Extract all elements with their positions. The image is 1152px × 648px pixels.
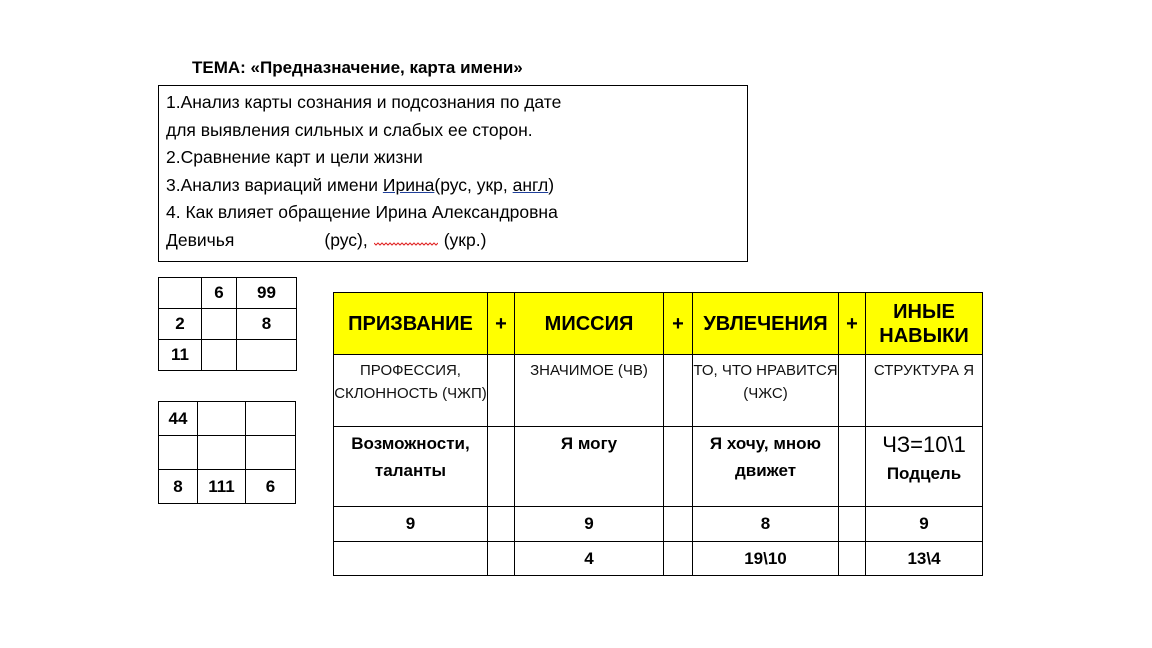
grid-cell: 99: [237, 278, 297, 309]
spellcheck-squiggle-icon: [374, 239, 438, 247]
desc-cell: [488, 355, 515, 427]
header-row: [334, 293, 983, 355]
score-cell: 9: [515, 507, 664, 542]
ability-cell: Возможности, таланты: [334, 427, 488, 507]
score-cell: [664, 507, 693, 542]
task-line-4-end: ): [548, 174, 555, 195]
grid-cell: 111: [198, 470, 246, 504]
task-line-5: 4. Как влияет обращение Ирина Александровна: [166, 202, 558, 222]
score-cell: [488, 542, 515, 576]
ability-cell: [488, 427, 515, 507]
formula-text: ЧЗ=10\1: [882, 432, 966, 457]
score-cell: 19\10: [693, 542, 839, 576]
header-missiya: МИССИЯ: [515, 293, 664, 355]
score-cell: 9: [866, 507, 983, 542]
task-line-4-suffix: (рус, укр,: [434, 174, 513, 195]
purpose-table: [333, 292, 983, 576]
description-row: [334, 355, 983, 427]
grid-cell: 6: [202, 278, 237, 309]
grid-cell: [202, 340, 237, 371]
ability-cell: Я хочу, мною движет: [693, 427, 839, 507]
header-prizvanie: ПРИЗВАНИЕ: [334, 293, 488, 355]
score-cell: 8: [693, 507, 839, 542]
ability-cell: [664, 427, 693, 507]
header-plus: +: [664, 293, 693, 355]
grid-cell: [198, 436, 246, 470]
score-cell: [839, 542, 866, 576]
score-cell: [488, 507, 515, 542]
task-line-4-prefix: 3.Анализ вариаций имени: [166, 174, 383, 195]
task-line-6-ukr: (укр.): [443, 229, 487, 250]
number-grid-1: [158, 277, 297, 371]
ability-row: [334, 427, 983, 507]
grid-row: [159, 278, 297, 309]
score-cell: 4: [515, 542, 664, 576]
score-cell: [839, 507, 866, 542]
grid-row: [159, 309, 297, 340]
grid-cell: [246, 402, 296, 436]
grid-cell: 8: [237, 309, 297, 340]
task-line-6-start: Девичья: [166, 229, 235, 250]
score-cell: 9: [334, 507, 488, 542]
score-cell: [664, 542, 693, 576]
ability-cell: [839, 427, 866, 507]
grid-cell: [198, 402, 246, 436]
grid-cell: 44: [159, 402, 198, 436]
grid-cell: 2: [159, 309, 202, 340]
grid-cell: 6: [246, 470, 296, 504]
grid-row: [159, 470, 296, 504]
task-line-3: 2.Сравнение карт и цели жизни: [166, 147, 423, 167]
ability-cell-structure: [866, 427, 983, 507]
grid-cell: [246, 436, 296, 470]
task-line-6-rus: (рус),: [324, 229, 368, 250]
grid-cell: 8: [159, 470, 198, 504]
tasks-box: [158, 85, 748, 262]
desc-cell: [839, 355, 866, 427]
score-cell: [334, 542, 488, 576]
number-grid-2: [158, 401, 296, 504]
desc-cell: ЗНАЧИМОЕ (ЧВ): [515, 355, 664, 427]
grid-row: [159, 402, 296, 436]
desc-cell: ПРОФЕССИЯ, СКЛОННОСТЬ (ЧЖП): [334, 355, 488, 427]
name-irina: Ирина: [382, 174, 435, 195]
task-line-2: для выявления сильных и слабых ее сторон.: [166, 119, 533, 140]
grid-cell: [237, 340, 297, 371]
score-row-2: [334, 542, 983, 576]
task-line-1: 1.Анализ карты сознания и подсознания по дате: [166, 92, 562, 112]
grid-cell: [202, 309, 237, 340]
desc-cell: ТО, ЧТО НРАВИТСЯ (ЧЖС): [693, 355, 839, 427]
page-title: ТЕМА: «Предназначение, карта имени»: [192, 58, 523, 77]
grid-cell: [159, 278, 202, 309]
header-plus: +: [839, 293, 866, 355]
score-cell: 13\4: [866, 542, 983, 576]
desc-cell: СТРУКТУРА Я: [866, 355, 983, 427]
header-uvlecheniya: УВЛЕЧЕНИЯ: [693, 293, 839, 355]
header-inye-navyki: ИНЫЕ НАВЫКИ: [866, 293, 983, 355]
subgoal-text: Подцель: [886, 464, 962, 483]
engl-word: англ: [512, 174, 549, 195]
ability-cell: Я могу: [515, 427, 664, 507]
task-line-6: [166, 227, 740, 255]
desc-cell: [664, 355, 693, 427]
grid-row: [159, 436, 296, 470]
score-row-1: [334, 507, 983, 542]
grid-cell: [159, 436, 198, 470]
header-plus: +: [488, 293, 515, 355]
task-line-4: [166, 172, 740, 200]
grid-row: [159, 340, 297, 371]
grid-cell: 11: [159, 340, 202, 371]
